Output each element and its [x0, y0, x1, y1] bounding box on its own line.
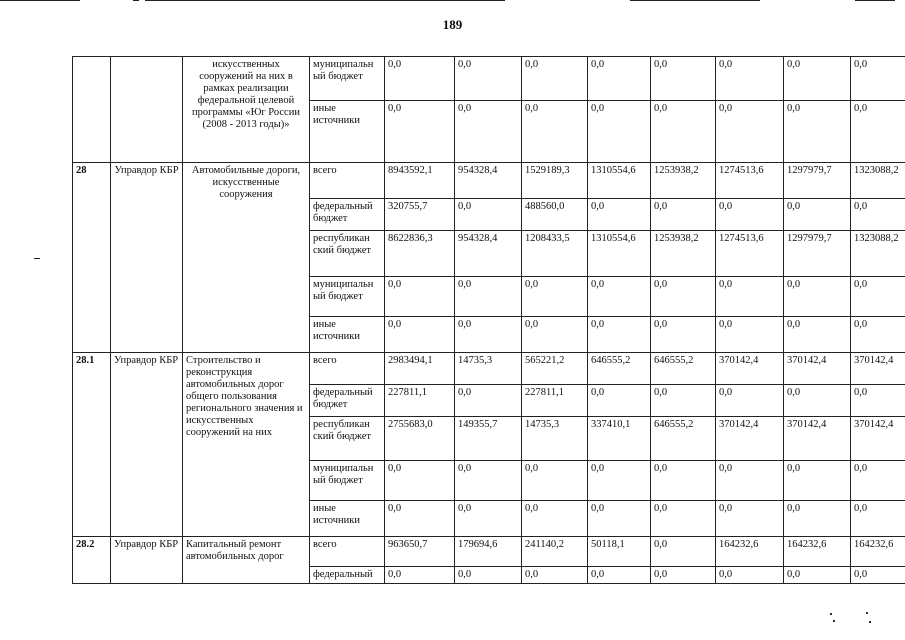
funding-source-cell: федеральный бюджет [310, 199, 385, 231]
row-index [73, 57, 111, 163]
executor-cell: Управдор КБР [111, 353, 183, 537]
row-index: 28.2 [73, 537, 111, 584]
page-number: 189 [442, 17, 463, 32]
amount-cell: 0,0 [385, 567, 455, 584]
scan-speck [830, 613, 832, 615]
amount-cell: 1274513,6 [716, 231, 784, 277]
amount-cell: 0,0 [784, 317, 851, 353]
amount-cell: 0,0 [455, 567, 522, 584]
amount-cell: 646555,2 [651, 353, 716, 385]
amount-cell: 0,0 [385, 57, 455, 101]
amount-cell: 0,0 [716, 385, 784, 417]
scan-speck [866, 612, 868, 614]
amount-cell: 370142,4 [716, 353, 784, 385]
table-row [73, 163, 905, 199]
amount-cell: 0,0 [588, 277, 651, 317]
amount-cell: 1310554,6 [588, 231, 651, 277]
table-body [73, 57, 905, 584]
amount-cell: 8622836,3 [385, 231, 455, 277]
amount-cell: 0,0 [455, 317, 522, 353]
amount-cell: 0,0 [588, 199, 651, 231]
amount-cell: 0,0 [588, 101, 651, 163]
amount-cell: 0,0 [522, 461, 588, 501]
amount-cell: 14735,3 [522, 417, 588, 461]
amount-cell: 0,0 [651, 199, 716, 231]
amount-cell: 2983494,1 [385, 353, 455, 385]
amount-cell: 0,0 [588, 501, 651, 537]
amount-cell: 2755683,0 [385, 417, 455, 461]
amount-cell: 370142,4 [784, 417, 851, 461]
amount-cell: 0,0 [522, 101, 588, 163]
amount-cell: 0,0 [784, 277, 851, 317]
amount-cell: 14735,3 [455, 353, 522, 385]
amount-cell: 0,0 [716, 57, 784, 101]
amount-cell: 0,0 [651, 101, 716, 163]
measure-name-cell: Строительство и реконструкция автомобильных дорог общего пользования регионального значения и искусственных сооружений на них [183, 353, 310, 537]
amount-cell: 0,0 [716, 317, 784, 353]
amount-cell: 164232,6 [784, 537, 851, 567]
funding-source-cell: всего [310, 537, 385, 567]
amount-cell: 179694,6 [455, 537, 522, 567]
amount-cell: 0,0 [588, 385, 651, 417]
amount-cell: 1208433,5 [522, 231, 588, 277]
funding-source-cell: муниципальн ый бюджет [310, 57, 385, 101]
amount-cell: 954328,4 [455, 231, 522, 277]
amount-cell: 0,0 [385, 317, 455, 353]
amount-cell: 0,0 [851, 57, 905, 101]
amount-cell: 0,0 [784, 461, 851, 501]
amount-cell: 337410,1 [588, 417, 651, 461]
amount-cell: 0,0 [716, 567, 784, 584]
amount-cell: 0,0 [455, 501, 522, 537]
amount-cell: 0,0 [716, 101, 784, 163]
amount-cell: 164232,6 [716, 537, 784, 567]
scan-artifact-line [630, 0, 760, 1]
amount-cell: 370142,4 [716, 417, 784, 461]
amount-cell: 0,0 [385, 461, 455, 501]
amount-cell: 227811,1 [522, 385, 588, 417]
funding-source-cell: иные источники [310, 501, 385, 537]
amount-cell: 0,0 [784, 385, 851, 417]
scan-speck [869, 621, 871, 623]
amount-cell: 0,0 [851, 461, 905, 501]
amount-cell: 963650,7 [385, 537, 455, 567]
table-row [73, 537, 905, 567]
funding-source-cell: иные источники [310, 317, 385, 353]
amount-cell: 0,0 [385, 277, 455, 317]
amount-cell: 0,0 [651, 385, 716, 417]
amount-cell: 0,0 [851, 199, 905, 231]
funding-source-cell: республикан ский бюджет [310, 417, 385, 461]
budget-table [72, 56, 905, 584]
amount-cell: 0,0 [851, 385, 905, 417]
amount-cell: 0,0 [455, 385, 522, 417]
amount-cell: 241140,2 [522, 537, 588, 567]
amount-cell: 0,0 [784, 57, 851, 101]
scan-speck [833, 620, 835, 622]
row-index: 28.1 [73, 353, 111, 537]
amount-cell: 0,0 [588, 57, 651, 101]
amount-cell: 954328,4 [455, 163, 522, 199]
amount-cell: 370142,4 [851, 417, 905, 461]
amount-cell: 646555,2 [651, 417, 716, 461]
amount-cell: 565221,2 [522, 353, 588, 385]
amount-cell: 0,0 [784, 101, 851, 163]
funding-source-cell: республикан ский бюджет [310, 231, 385, 277]
amount-cell: 0,0 [651, 317, 716, 353]
amount-cell: 0,0 [522, 567, 588, 584]
amount-cell: 1310554,6 [588, 163, 651, 199]
amount-cell: 0,0 [385, 101, 455, 163]
funding-source-cell: муниципальн ый бюджет [310, 277, 385, 317]
amount-cell: 0,0 [522, 277, 588, 317]
amount-cell: 1297979,7 [784, 163, 851, 199]
amount-cell: 0,0 [716, 461, 784, 501]
amount-cell: 0,0 [522, 57, 588, 101]
amount-cell: 164232,6 [851, 537, 905, 567]
amount-cell: 0,0 [851, 567, 905, 584]
funding-source-cell: муниципальн ый бюджет [310, 461, 385, 501]
scan-artifact-dash [34, 258, 40, 259]
funding-source-cell: всего [310, 353, 385, 385]
amount-cell: 0,0 [851, 501, 905, 537]
amount-cell: 0,0 [651, 567, 716, 584]
amount-cell: 370142,4 [851, 353, 905, 385]
amount-cell: 8943592,1 [385, 163, 455, 199]
measure-name-cell: Капитальный ремонт автомобильных дорог [183, 537, 310, 584]
executor-cell: Управдор КБР [111, 537, 183, 584]
funding-source-cell: всего [310, 163, 385, 199]
measure-name-cell: Автомобильные дороги, искусственные сооружения [183, 163, 310, 353]
amount-cell: 1253938,2 [651, 163, 716, 199]
row-index: 28 [73, 163, 111, 353]
amount-cell: 0,0 [851, 101, 905, 163]
amount-cell: 0,0 [716, 501, 784, 537]
amount-cell: 0,0 [455, 199, 522, 231]
amount-cell: 0,0 [651, 57, 716, 101]
amount-cell: 0,0 [522, 317, 588, 353]
amount-cell: 488560,0 [522, 199, 588, 231]
executor-cell: Управдор КБР [111, 163, 183, 353]
amount-cell: 0,0 [455, 461, 522, 501]
amount-cell: 0,0 [455, 101, 522, 163]
amount-cell: 0,0 [588, 567, 651, 584]
funding-source-cell: иные источники [310, 101, 385, 163]
amount-cell: 1274513,6 [716, 163, 784, 199]
amount-cell: 149355,7 [455, 417, 522, 461]
amount-cell: 227811,1 [385, 385, 455, 417]
amount-cell: 50118,1 [588, 537, 651, 567]
amount-cell: 0,0 [716, 277, 784, 317]
executor-cell [111, 57, 183, 163]
amount-cell: 0,0 [588, 461, 651, 501]
amount-cell: 0,0 [716, 199, 784, 231]
amount-cell: 1253938,2 [651, 231, 716, 277]
amount-cell: 0,0 [651, 277, 716, 317]
amount-cell: 0,0 [784, 501, 851, 537]
scan-artifact-line [0, 0, 80, 1]
amount-cell: 0,0 [588, 317, 651, 353]
amount-cell: 0,0 [455, 57, 522, 101]
amount-cell: 1529189,3 [522, 163, 588, 199]
amount-cell: 0,0 [784, 199, 851, 231]
amount-cell: 0,0 [455, 277, 522, 317]
scan-artifact-line [133, 0, 139, 1]
measure-name-cell: искусственных сооружений на них в рамках реализации федеральной целевой программы «Юг России (2008 - 2013 годы)» [183, 57, 310, 163]
amount-cell: 1323088,2 [851, 231, 905, 277]
funding-source-cell: федеральный бюджет [310, 385, 385, 417]
amount-cell: 1297979,7 [784, 231, 851, 277]
amount-cell: 0,0 [851, 317, 905, 353]
scan-artifact-line [145, 0, 505, 1]
table-row [73, 353, 905, 385]
amount-cell: 0,0 [385, 501, 455, 537]
amount-cell: 646555,2 [588, 353, 651, 385]
amount-cell: 0,0 [784, 567, 851, 584]
amount-cell: 0,0 [651, 461, 716, 501]
amount-cell: 0,0 [851, 277, 905, 317]
table-row [73, 57, 905, 101]
funding-source-cell: федеральный [310, 567, 385, 584]
amount-cell: 0,0 [522, 501, 588, 537]
amount-cell: 1323088,2 [851, 163, 905, 199]
amount-cell: 0,0 [651, 537, 716, 567]
amount-cell: 370142,4 [784, 353, 851, 385]
amount-cell: 320755,7 [385, 199, 455, 231]
amount-cell: 0,0 [651, 501, 716, 537]
scan-artifact-line [855, 0, 895, 1]
